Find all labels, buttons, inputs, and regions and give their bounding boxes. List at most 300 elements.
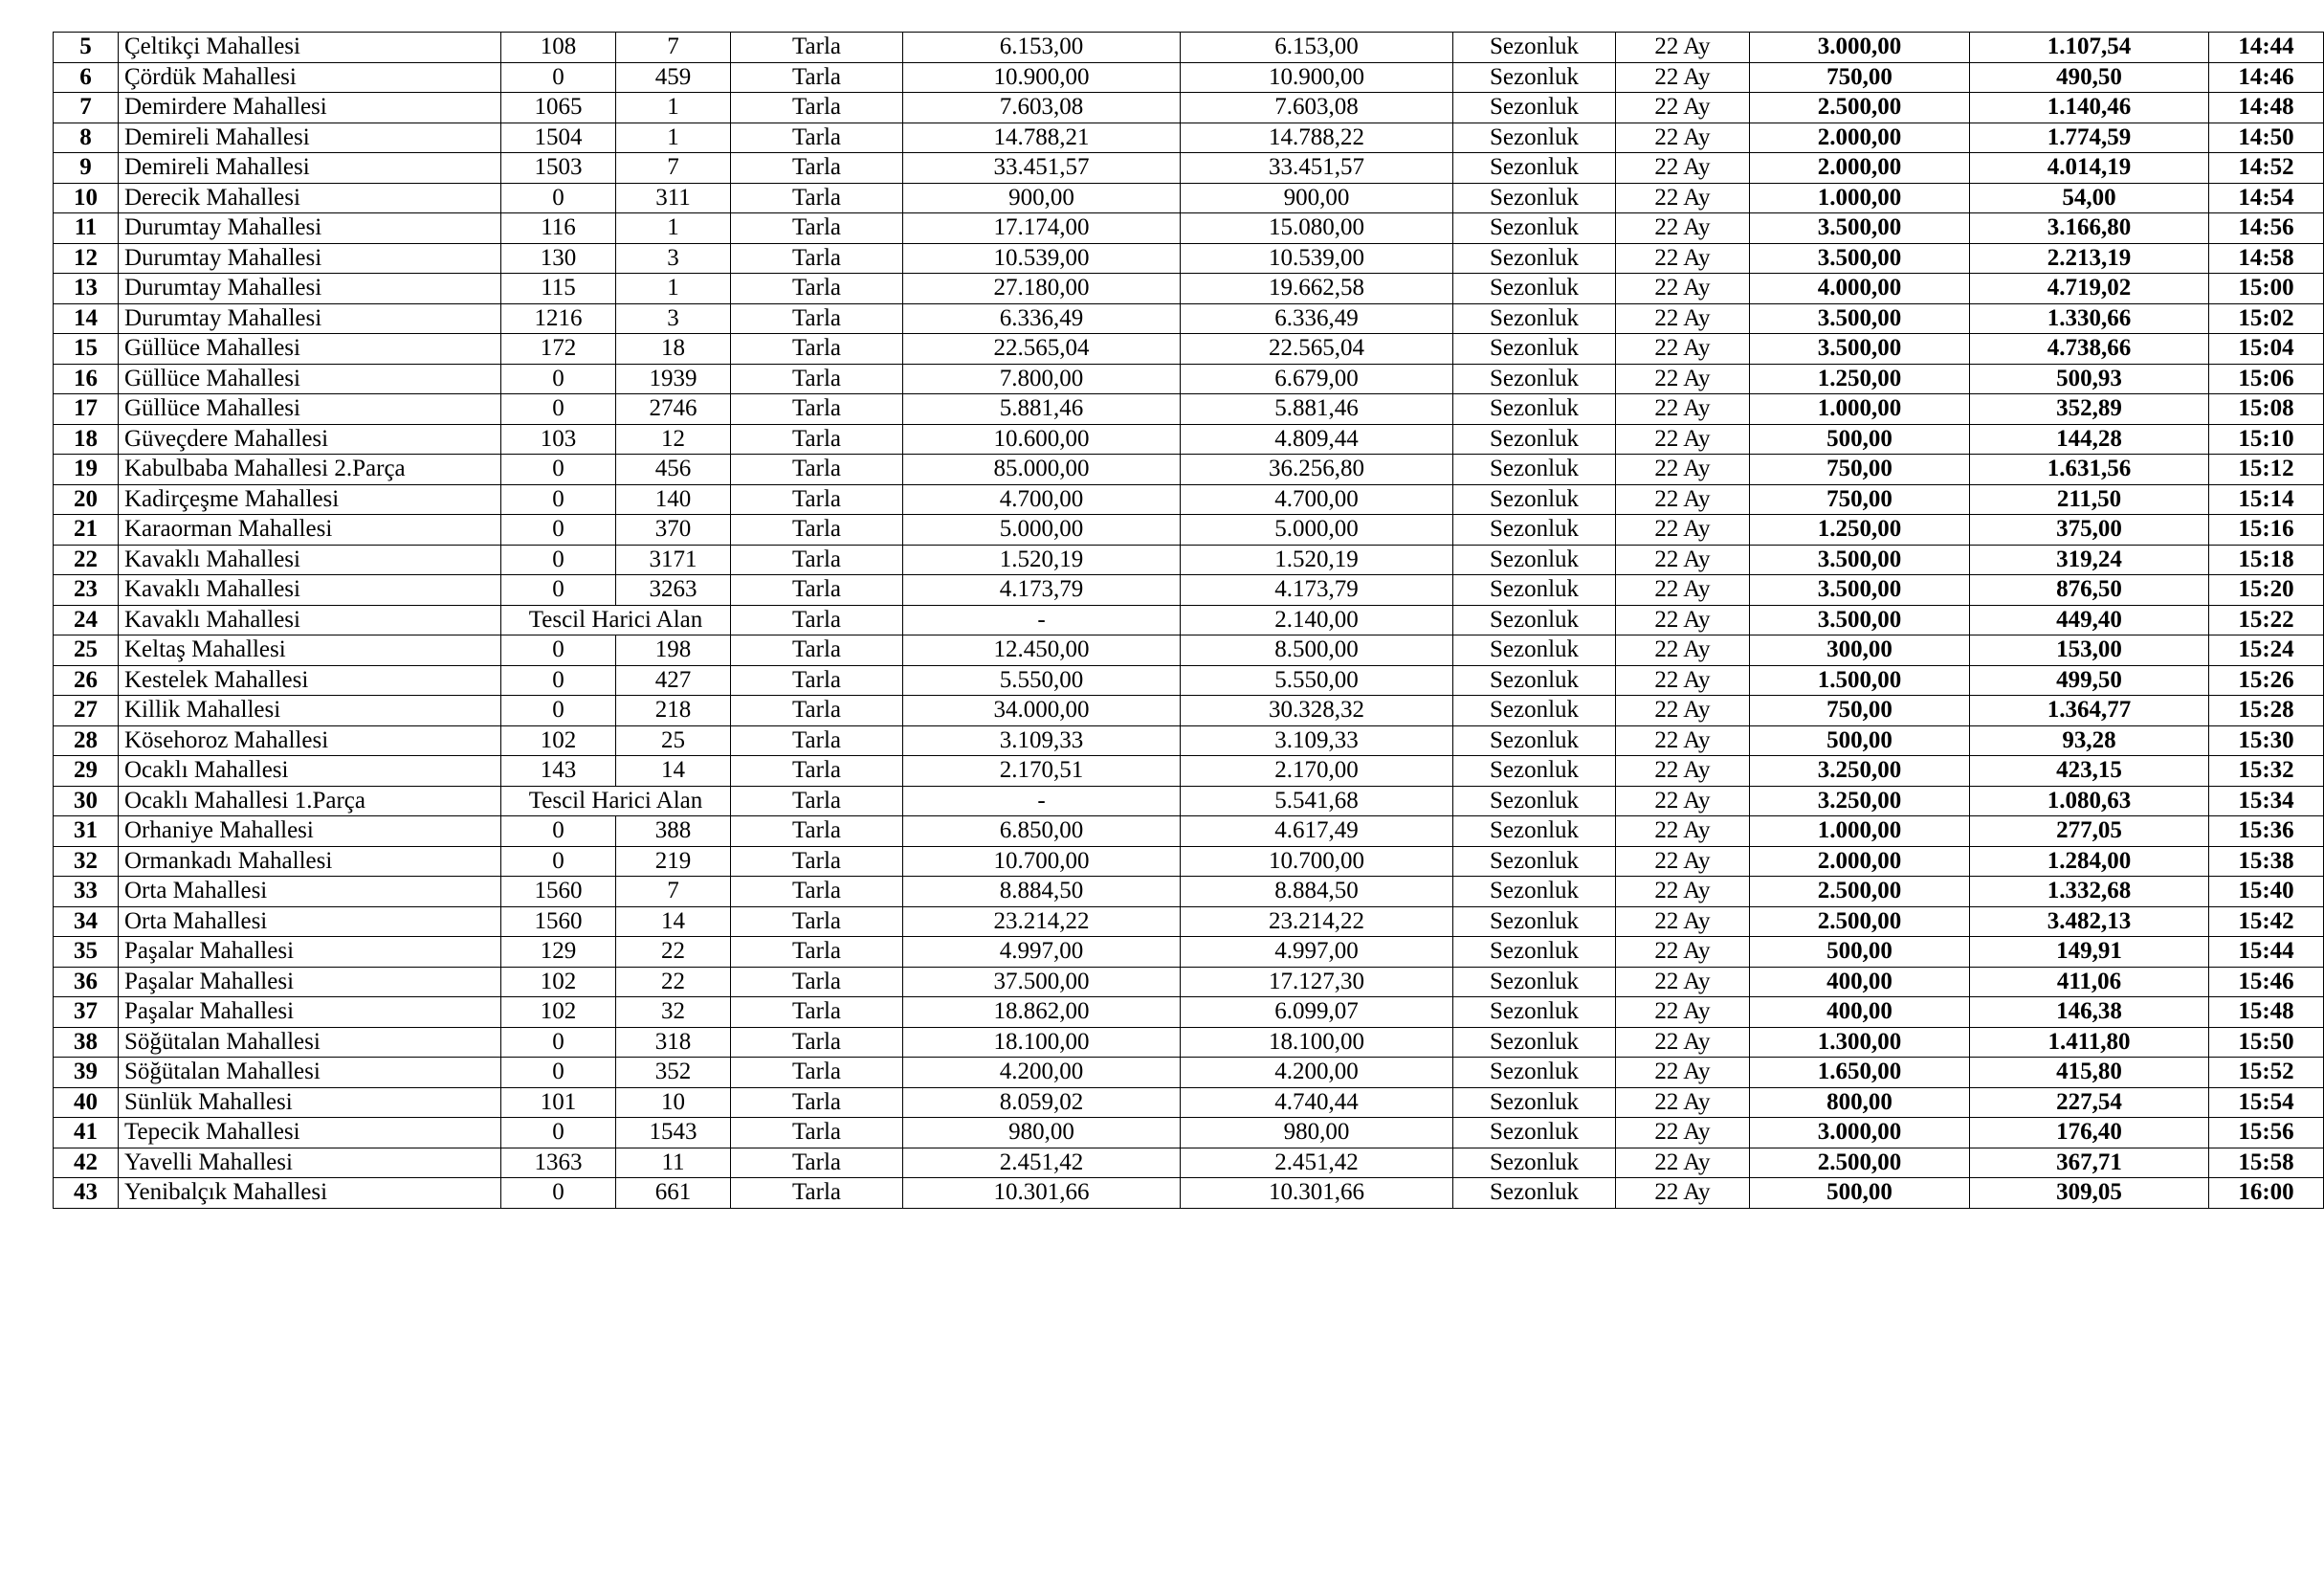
auction-time-cell: 14:56 bbox=[2209, 213, 2324, 244]
leased-area-cell: 4.617,49 bbox=[1181, 816, 1453, 847]
neighborhood-cell: Durumtay Mahallesi bbox=[119, 274, 501, 304]
neighborhood-cell: Çördük Mahallesi bbox=[119, 62, 501, 93]
lease-duration-cell: 22 Ay bbox=[1616, 153, 1750, 184]
table-row bbox=[54, 394, 2324, 425]
lease-duration-cell: 22 Ay bbox=[1616, 1087, 1750, 1118]
table-row bbox=[54, 455, 2324, 485]
parcel-number-cell: 7 bbox=[616, 153, 731, 184]
auction-time-cell: 15:12 bbox=[2209, 455, 2324, 485]
total-area-cell: 6.153,00 bbox=[903, 33, 1181, 63]
leased-area-cell: 5.541,68 bbox=[1181, 786, 1453, 816]
neighborhood-cell: Çeltikçi Mahallesi bbox=[119, 33, 501, 63]
neighborhood-cell: Ocaklı Mahallesi bbox=[119, 756, 501, 787]
total-area-cell: 37.500,00 bbox=[903, 967, 1181, 997]
lease-duration-cell: 22 Ay bbox=[1616, 575, 1750, 606]
estimated-price-cell: 3.500,00 bbox=[1750, 545, 1970, 575]
row-number-cell: 34 bbox=[54, 906, 119, 937]
table-row bbox=[54, 274, 2324, 304]
deposit-cell: 4.738,66 bbox=[1970, 334, 2209, 365]
leased-area-cell: 10.301,66 bbox=[1181, 1178, 1453, 1209]
lease-type-cell: Sezonluk bbox=[1453, 93, 1616, 123]
table-row bbox=[54, 906, 2324, 937]
row-number-cell: 17 bbox=[54, 394, 119, 425]
deposit-cell: 309,05 bbox=[1970, 1178, 2209, 1209]
lease-type-cell: Sezonluk bbox=[1453, 62, 1616, 93]
leased-area-cell: 4.173,79 bbox=[1181, 575, 1453, 606]
table-row bbox=[54, 303, 2324, 334]
block-number-cell: 1065 bbox=[501, 93, 616, 123]
leased-area-cell: 23.214,22 bbox=[1181, 906, 1453, 937]
leased-area-cell: 6.679,00 bbox=[1181, 364, 1453, 394]
total-area-cell: 8.059,02 bbox=[903, 1087, 1181, 1118]
parcel-number-cell: 352 bbox=[616, 1058, 731, 1088]
total-area-cell: 85.000,00 bbox=[903, 455, 1181, 485]
lease-type-cell: Sezonluk bbox=[1453, 725, 1616, 756]
neighborhood-cell: Durumtay Mahallesi bbox=[119, 213, 501, 244]
auction-time-cell: 15:38 bbox=[2209, 846, 2324, 877]
land-type-cell: Tarla bbox=[731, 484, 903, 515]
leased-area-cell: 10.539,00 bbox=[1181, 243, 1453, 274]
block-number-cell: 0 bbox=[501, 545, 616, 575]
estimated-price-cell: 750,00 bbox=[1750, 455, 1970, 485]
deposit-cell: 499,50 bbox=[1970, 665, 2209, 696]
row-number-cell: 8 bbox=[54, 123, 119, 153]
lease-type-cell: Sezonluk bbox=[1453, 877, 1616, 907]
deposit-cell: 490,50 bbox=[1970, 62, 2209, 93]
table-row bbox=[54, 967, 2324, 997]
parcel-number-cell: 1 bbox=[616, 213, 731, 244]
land-type-cell: Tarla bbox=[731, 846, 903, 877]
estimated-price-cell: 500,00 bbox=[1750, 725, 1970, 756]
parcel-number-cell: 22 bbox=[616, 937, 731, 968]
deposit-cell: 54,00 bbox=[1970, 183, 2209, 213]
auction-time-cell: 15:48 bbox=[2209, 997, 2324, 1028]
parcel-number-cell: 427 bbox=[616, 665, 731, 696]
neighborhood-cell: Kavaklı Mahallesi bbox=[119, 605, 501, 635]
parcel-number-cell: 456 bbox=[616, 455, 731, 485]
lease-type-cell: Sezonluk bbox=[1453, 997, 1616, 1028]
lease-type-cell: Sezonluk bbox=[1453, 575, 1616, 606]
neighborhood-cell: Güllüce Mahallesi bbox=[119, 334, 501, 365]
land-type-cell: Tarla bbox=[731, 605, 903, 635]
table-row bbox=[54, 424, 2324, 455]
land-type-cell: Tarla bbox=[731, 1087, 903, 1118]
auction-time-cell: 15:04 bbox=[2209, 334, 2324, 365]
parcel-number-cell: 25 bbox=[616, 725, 731, 756]
table-row bbox=[54, 243, 2324, 274]
neighborhood-cell: Durumtay Mahallesi bbox=[119, 303, 501, 334]
lease-duration-cell: 22 Ay bbox=[1616, 665, 1750, 696]
table-row bbox=[54, 696, 2324, 726]
leased-area-cell: 4.997,00 bbox=[1181, 937, 1453, 968]
total-area-cell: 12.450,00 bbox=[903, 635, 1181, 666]
auction-time-cell: 15:42 bbox=[2209, 906, 2324, 937]
leased-area-cell: 2.140,00 bbox=[1181, 605, 1453, 635]
neighborhood-cell: Demirdere Mahallesi bbox=[119, 93, 501, 123]
parcel-number-cell: 311 bbox=[616, 183, 731, 213]
row-number-cell: 29 bbox=[54, 756, 119, 787]
leased-area-cell: 5.550,00 bbox=[1181, 665, 1453, 696]
block-number-cell: 0 bbox=[501, 1058, 616, 1088]
estimated-price-cell: 1.300,00 bbox=[1750, 1027, 1970, 1058]
parcel-number-cell: 7 bbox=[616, 877, 731, 907]
parcel-number-cell: 14 bbox=[616, 906, 731, 937]
estimated-price-cell: 750,00 bbox=[1750, 484, 1970, 515]
row-number-cell: 42 bbox=[54, 1148, 119, 1178]
lease-type-cell: Sezonluk bbox=[1453, 123, 1616, 153]
row-number-cell: 20 bbox=[54, 484, 119, 515]
leased-area-cell: 4.809,44 bbox=[1181, 424, 1453, 455]
parcel-number-cell: 388 bbox=[616, 816, 731, 847]
lease-duration-cell: 22 Ay bbox=[1616, 183, 1750, 213]
lease-duration-cell: 22 Ay bbox=[1616, 906, 1750, 937]
land-type-cell: Tarla bbox=[731, 394, 903, 425]
block-number-cell: 1363 bbox=[501, 1148, 616, 1178]
lease-duration-cell: 22 Ay bbox=[1616, 997, 1750, 1028]
land-type-cell: Tarla bbox=[731, 725, 903, 756]
estimated-price-cell: 3.500,00 bbox=[1750, 334, 1970, 365]
block-number-cell: 0 bbox=[501, 364, 616, 394]
lease-duration-cell: 22 Ay bbox=[1616, 696, 1750, 726]
block-number-cell: 1504 bbox=[501, 123, 616, 153]
block-number-cell: 0 bbox=[501, 846, 616, 877]
estimated-price-cell: 1.000,00 bbox=[1750, 183, 1970, 213]
lease-type-cell: Sezonluk bbox=[1453, 455, 1616, 485]
lease-duration-cell: 22 Ay bbox=[1616, 33, 1750, 63]
lease-type-cell: Sezonluk bbox=[1453, 243, 1616, 274]
lease-type-cell: Sezonluk bbox=[1453, 183, 1616, 213]
deposit-cell: 415,80 bbox=[1970, 1058, 2209, 1088]
total-area-cell: 8.884,50 bbox=[903, 877, 1181, 907]
leased-area-cell: 8.884,50 bbox=[1181, 877, 1453, 907]
deposit-cell: 367,71 bbox=[1970, 1148, 2209, 1178]
total-area-cell: 3.109,33 bbox=[903, 725, 1181, 756]
leased-area-cell: 4.200,00 bbox=[1181, 1058, 1453, 1088]
estimated-price-cell: 300,00 bbox=[1750, 635, 1970, 666]
table-row bbox=[54, 1118, 2324, 1148]
lease-duration-cell: 22 Ay bbox=[1616, 364, 1750, 394]
parcel-number-cell: 1939 bbox=[616, 364, 731, 394]
lease-duration-cell: 22 Ay bbox=[1616, 545, 1750, 575]
block-number-cell: 1216 bbox=[501, 303, 616, 334]
lease-duration-cell: 22 Ay bbox=[1616, 455, 1750, 485]
row-number-cell: 32 bbox=[54, 846, 119, 877]
deposit-cell: 375,00 bbox=[1970, 515, 2209, 546]
deposit-cell: 1.080,63 bbox=[1970, 786, 2209, 816]
deposit-cell: 1.411,80 bbox=[1970, 1027, 2209, 1058]
parcel-number-cell: 3171 bbox=[616, 545, 731, 575]
estimated-price-cell: 2.500,00 bbox=[1750, 877, 1970, 907]
registry-exempt-cell: Tescil Harici Alan bbox=[501, 605, 731, 635]
lease-type-cell: Sezonluk bbox=[1453, 1178, 1616, 1209]
neighborhood-cell: Demireli Mahallesi bbox=[119, 123, 501, 153]
auction-time-cell: 15:14 bbox=[2209, 484, 2324, 515]
land-type-cell: Tarla bbox=[731, 62, 903, 93]
leased-area-cell: 980,00 bbox=[1181, 1118, 1453, 1148]
parcel-number-cell: 318 bbox=[616, 1027, 731, 1058]
listing-table bbox=[53, 32, 2324, 1209]
lease-duration-cell: 22 Ay bbox=[1616, 1118, 1750, 1148]
land-type-cell: Tarla bbox=[731, 696, 903, 726]
lease-type-cell: Sezonluk bbox=[1453, 906, 1616, 937]
estimated-price-cell: 750,00 bbox=[1750, 62, 1970, 93]
row-number-cell: 35 bbox=[54, 937, 119, 968]
land-type-cell: Tarla bbox=[731, 213, 903, 244]
lease-duration-cell: 22 Ay bbox=[1616, 394, 1750, 425]
deposit-cell: 423,15 bbox=[1970, 756, 2209, 787]
table-row bbox=[54, 62, 2324, 93]
lease-duration-cell: 22 Ay bbox=[1616, 786, 1750, 816]
lease-type-cell: Sezonluk bbox=[1453, 153, 1616, 184]
deposit-cell: 153,00 bbox=[1970, 635, 2209, 666]
auction-time-cell: 15:22 bbox=[2209, 605, 2324, 635]
row-number-cell: 22 bbox=[54, 545, 119, 575]
total-area-cell: 4.173,79 bbox=[903, 575, 1181, 606]
land-type-cell: Tarla bbox=[731, 937, 903, 968]
block-number-cell: 172 bbox=[501, 334, 616, 365]
lease-duration-cell: 22 Ay bbox=[1616, 937, 1750, 968]
leased-area-cell: 10.900,00 bbox=[1181, 62, 1453, 93]
table-row bbox=[54, 545, 2324, 575]
land-type-cell: Tarla bbox=[731, 1148, 903, 1178]
table-row bbox=[54, 213, 2324, 244]
auction-time-cell: 15:40 bbox=[2209, 877, 2324, 907]
lease-type-cell: Sezonluk bbox=[1453, 394, 1616, 425]
parcel-number-cell: 218 bbox=[616, 696, 731, 726]
deposit-cell: 1.140,46 bbox=[1970, 93, 2209, 123]
lease-duration-cell: 22 Ay bbox=[1616, 1058, 1750, 1088]
row-number-cell: 18 bbox=[54, 424, 119, 455]
row-number-cell: 38 bbox=[54, 1027, 119, 1058]
leased-area-cell: 36.256,80 bbox=[1181, 455, 1453, 485]
auction-time-cell: 14:54 bbox=[2209, 183, 2324, 213]
total-area-cell: 17.174,00 bbox=[903, 213, 1181, 244]
table-row bbox=[54, 1148, 2324, 1178]
neighborhood-cell: Yenibalçık Mahallesi bbox=[119, 1178, 501, 1209]
parcel-number-cell: 3263 bbox=[616, 575, 731, 606]
auction-time-cell: 15:00 bbox=[2209, 274, 2324, 304]
table-row bbox=[54, 1087, 2324, 1118]
row-number-cell: 28 bbox=[54, 725, 119, 756]
leased-area-cell: 22.565,04 bbox=[1181, 334, 1453, 365]
lease-type-cell: Sezonluk bbox=[1453, 937, 1616, 968]
auction-time-cell: 14:52 bbox=[2209, 153, 2324, 184]
auction-time-cell: 15:34 bbox=[2209, 786, 2324, 816]
table-row bbox=[54, 1058, 2324, 1088]
deposit-cell: 3.482,13 bbox=[1970, 906, 2209, 937]
neighborhood-cell: Güllüce Mahallesi bbox=[119, 394, 501, 425]
lease-duration-cell: 22 Ay bbox=[1616, 756, 1750, 787]
block-number-cell: 0 bbox=[501, 394, 616, 425]
lease-duration-cell: 22 Ay bbox=[1616, 1027, 1750, 1058]
deposit-cell: 1.774,59 bbox=[1970, 123, 2209, 153]
block-number-cell: 103 bbox=[501, 424, 616, 455]
auction-time-cell: 15:30 bbox=[2209, 725, 2324, 756]
auction-time-cell: 15:36 bbox=[2209, 816, 2324, 847]
neighborhood-cell: Paşalar Mahallesi bbox=[119, 937, 501, 968]
deposit-cell: 2.213,19 bbox=[1970, 243, 2209, 274]
auction-time-cell: 15:58 bbox=[2209, 1148, 2324, 1178]
row-number-cell: 7 bbox=[54, 93, 119, 123]
land-type-cell: Tarla bbox=[731, 635, 903, 666]
row-number-cell: 37 bbox=[54, 997, 119, 1028]
neighborhood-cell: Güveçdere Mahallesi bbox=[119, 424, 501, 455]
row-number-cell: 41 bbox=[54, 1118, 119, 1148]
total-area-cell: 10.301,66 bbox=[903, 1178, 1181, 1209]
lease-duration-cell: 22 Ay bbox=[1616, 816, 1750, 847]
row-number-cell: 39 bbox=[54, 1058, 119, 1088]
lease-type-cell: Sezonluk bbox=[1453, 635, 1616, 666]
estimated-price-cell: 500,00 bbox=[1750, 424, 1970, 455]
lease-type-cell: Sezonluk bbox=[1453, 213, 1616, 244]
neighborhood-cell: Kavaklı Mahallesi bbox=[119, 545, 501, 575]
lease-duration-cell: 22 Ay bbox=[1616, 334, 1750, 365]
neighborhood-cell: Paşalar Mahallesi bbox=[119, 967, 501, 997]
neighborhood-cell: Ormankadı Mahallesi bbox=[119, 846, 501, 877]
parcel-number-cell: 1543 bbox=[616, 1118, 731, 1148]
lease-type-cell: Sezonluk bbox=[1453, 545, 1616, 575]
registry-exempt-cell: Tescil Harici Alan bbox=[501, 786, 731, 816]
leased-area-cell: 30.328,32 bbox=[1181, 696, 1453, 726]
neighborhood-cell: Kestelek Mahallesi bbox=[119, 665, 501, 696]
land-type-cell: Tarla bbox=[731, 183, 903, 213]
block-number-cell: 102 bbox=[501, 967, 616, 997]
estimated-price-cell: 800,00 bbox=[1750, 1087, 1970, 1118]
estimated-price-cell: 3.000,00 bbox=[1750, 1118, 1970, 1148]
land-type-cell: Tarla bbox=[731, 455, 903, 485]
total-area-cell: 23.214,22 bbox=[903, 906, 1181, 937]
total-area-cell: 2.451,42 bbox=[903, 1148, 1181, 1178]
total-area-cell: 7.800,00 bbox=[903, 364, 1181, 394]
total-area-cell: 10.600,00 bbox=[903, 424, 1181, 455]
land-type-cell: Tarla bbox=[731, 997, 903, 1028]
land-type-cell: Tarla bbox=[731, 756, 903, 787]
block-number-cell: 102 bbox=[501, 997, 616, 1028]
land-type-cell: Tarla bbox=[731, 816, 903, 847]
table-row bbox=[54, 364, 2324, 394]
total-area-cell: 1.520,19 bbox=[903, 545, 1181, 575]
row-number-cell: 43 bbox=[54, 1178, 119, 1209]
auction-time-cell: 14:50 bbox=[2209, 123, 2324, 153]
table-row bbox=[54, 123, 2324, 153]
row-number-cell: 16 bbox=[54, 364, 119, 394]
table-row bbox=[54, 816, 2324, 847]
row-number-cell: 5 bbox=[54, 33, 119, 63]
lease-type-cell: Sezonluk bbox=[1453, 515, 1616, 546]
table-row bbox=[54, 33, 2324, 63]
row-number-cell: 9 bbox=[54, 153, 119, 184]
row-number-cell: 15 bbox=[54, 334, 119, 365]
table-row bbox=[54, 575, 2324, 606]
leased-area-cell: 5.000,00 bbox=[1181, 515, 1453, 546]
estimated-price-cell: 3.500,00 bbox=[1750, 303, 1970, 334]
neighborhood-cell: Söğütalan Mahallesi bbox=[119, 1058, 501, 1088]
block-number-cell: 115 bbox=[501, 274, 616, 304]
leased-area-cell: 6.153,00 bbox=[1181, 33, 1453, 63]
land-type-cell: Tarla bbox=[731, 665, 903, 696]
leased-area-cell: 4.740,44 bbox=[1181, 1087, 1453, 1118]
lease-duration-cell: 22 Ay bbox=[1616, 967, 1750, 997]
land-type-cell: Tarla bbox=[731, 93, 903, 123]
table-row bbox=[54, 665, 2324, 696]
block-number-cell: 130 bbox=[501, 243, 616, 274]
leased-area-cell: 900,00 bbox=[1181, 183, 1453, 213]
total-area-cell: 7.603,08 bbox=[903, 93, 1181, 123]
deposit-cell: 1.330,66 bbox=[1970, 303, 2209, 334]
total-area-cell: 980,00 bbox=[903, 1118, 1181, 1148]
block-number-cell: 116 bbox=[501, 213, 616, 244]
lease-duration-cell: 22 Ay bbox=[1616, 515, 1750, 546]
row-number-cell: 21 bbox=[54, 515, 119, 546]
block-number-cell: 1560 bbox=[501, 906, 616, 937]
lease-type-cell: Sezonluk bbox=[1453, 1027, 1616, 1058]
auction-time-cell: 15:54 bbox=[2209, 1087, 2324, 1118]
block-number-cell: 0 bbox=[501, 665, 616, 696]
lease-duration-cell: 22 Ay bbox=[1616, 274, 1750, 304]
lease-duration-cell: 22 Ay bbox=[1616, 303, 1750, 334]
deposit-cell: 146,38 bbox=[1970, 997, 2209, 1028]
table-row bbox=[54, 334, 2324, 365]
total-area-cell: - bbox=[903, 605, 1181, 635]
estimated-price-cell: 3.500,00 bbox=[1750, 213, 1970, 244]
table-body bbox=[54, 33, 2324, 1209]
land-type-cell: Tarla bbox=[731, 1118, 903, 1148]
total-area-cell: - bbox=[903, 786, 1181, 816]
estimated-price-cell: 400,00 bbox=[1750, 997, 1970, 1028]
lease-type-cell: Sezonluk bbox=[1453, 605, 1616, 635]
leased-area-cell: 7.603,08 bbox=[1181, 93, 1453, 123]
neighborhood-cell: Orhaniye Mahallesi bbox=[119, 816, 501, 847]
deposit-cell: 211,50 bbox=[1970, 484, 2209, 515]
estimated-price-cell: 3.250,00 bbox=[1750, 786, 1970, 816]
parcel-number-cell: 2746 bbox=[616, 394, 731, 425]
total-area-cell: 5.000,00 bbox=[903, 515, 1181, 546]
lease-duration-cell: 22 Ay bbox=[1616, 123, 1750, 153]
neighborhood-cell: Kadirçeşme Mahallesi bbox=[119, 484, 501, 515]
estimated-price-cell: 400,00 bbox=[1750, 967, 1970, 997]
lease-type-cell: Sezonluk bbox=[1453, 1118, 1616, 1148]
auction-time-cell: 15:28 bbox=[2209, 696, 2324, 726]
block-number-cell: 0 bbox=[501, 484, 616, 515]
land-type-cell: Tarla bbox=[731, 1058, 903, 1088]
block-number-cell: 0 bbox=[501, 575, 616, 606]
table-row bbox=[54, 515, 2324, 546]
neighborhood-cell: Orta Mahallesi bbox=[119, 877, 501, 907]
estimated-price-cell: 3.500,00 bbox=[1750, 605, 1970, 635]
lease-type-cell: Sezonluk bbox=[1453, 303, 1616, 334]
block-number-cell: 108 bbox=[501, 33, 616, 63]
deposit-cell: 4.014,19 bbox=[1970, 153, 2209, 184]
lease-type-cell: Sezonluk bbox=[1453, 364, 1616, 394]
block-number-cell: 1560 bbox=[501, 877, 616, 907]
row-number-cell: 36 bbox=[54, 967, 119, 997]
parcel-number-cell: 198 bbox=[616, 635, 731, 666]
total-area-cell: 10.700,00 bbox=[903, 846, 1181, 877]
leased-area-cell: 5.881,46 bbox=[1181, 394, 1453, 425]
land-type-cell: Tarla bbox=[731, 515, 903, 546]
leased-area-cell: 6.336,49 bbox=[1181, 303, 1453, 334]
parcel-number-cell: 11 bbox=[616, 1148, 731, 1178]
neighborhood-cell: Tepecik Mahallesi bbox=[119, 1118, 501, 1148]
lease-duration-cell: 22 Ay bbox=[1616, 93, 1750, 123]
leased-area-cell: 10.700,00 bbox=[1181, 846, 1453, 877]
auction-time-cell: 15:08 bbox=[2209, 394, 2324, 425]
row-number-cell: 6 bbox=[54, 62, 119, 93]
land-type-cell: Tarla bbox=[731, 1178, 903, 1209]
block-number-cell: 101 bbox=[501, 1087, 616, 1118]
estimated-price-cell: 500,00 bbox=[1750, 1178, 1970, 1209]
auction-time-cell: 15:20 bbox=[2209, 575, 2324, 606]
